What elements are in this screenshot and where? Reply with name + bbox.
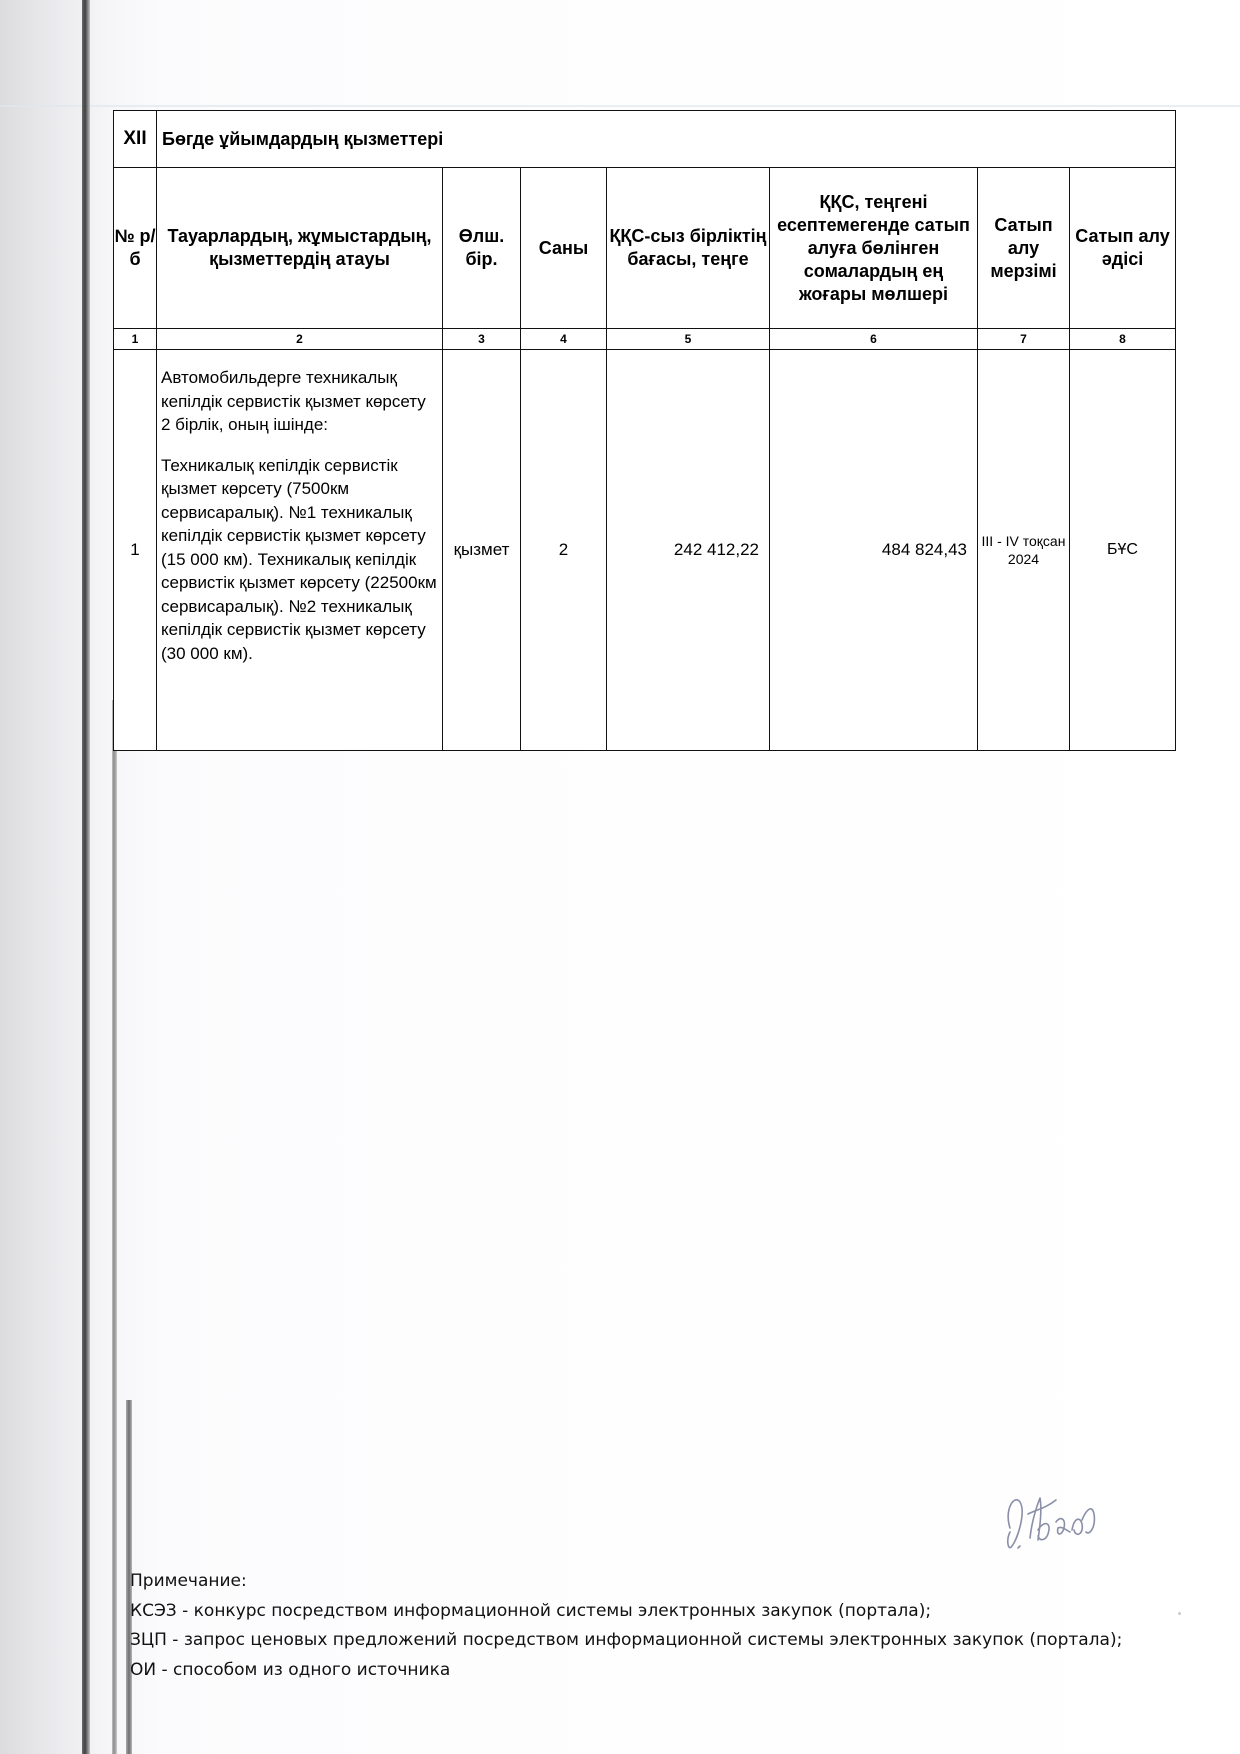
column-number: 7 [978, 329, 1070, 350]
scan-artifact-line [0, 105, 1240, 107]
column-number: 3 [443, 329, 521, 350]
header-cell: Саны [521, 168, 607, 329]
header-cell: № р/б [114, 168, 157, 329]
notes-heading: Примечание: [130, 1571, 247, 1591]
note-line: КСЭЗ - конкурс посредством информационной системы электронных закупок (портала); [130, 1600, 932, 1621]
column-number: 5 [607, 329, 770, 350]
note-line: ОИ - способом из одного источника [130, 1659, 451, 1680]
section-row [114, 111, 1176, 168]
table-row [114, 350, 1176, 751]
scan-speck [1178, 1612, 1181, 1615]
unit-of-measure: қызмет [443, 350, 521, 751]
column-number: 8 [1070, 329, 1176, 350]
row-number: 1 [114, 350, 157, 751]
header-row [114, 168, 1176, 329]
header-cell: Сатып алу мерзімі [978, 168, 1070, 329]
column-number: 4 [521, 329, 607, 350]
header-cell: ҚҚС, теңгені есептемегенде сатып алуға бөлінген сомалардың ең жоғары мөлшері [770, 168, 978, 329]
procurement-term: III - IV тоқсан 2024 [978, 350, 1070, 751]
column-number: 1 [114, 329, 157, 350]
item-name-details: Техникалық кепілдік сервистік қызмет көрсету (7500км сервисаралық). №1 техникалық кепілдік сервистік қызмет көрсету (15 000 км). Техникалық кепілдік сервистік қызмет көрсету (22500км сервисаралық). №2 техникалық кепілдік сервистік қызмет көрсету (30 000 км). [161, 455, 437, 663]
column-number-row [114, 329, 1176, 350]
item-name [157, 350, 443, 751]
total-amount: 484 824,43 [770, 350, 978, 751]
binder-edge-shadow [82, 0, 90, 1754]
quantity: 2 [521, 350, 607, 751]
section-title: Бөгде ұйымдардың қызметтері [157, 111, 1176, 168]
procurement-table [113, 110, 1176, 751]
column-number: 6 [770, 329, 978, 350]
note-line: ЗЦП - запрос ценовых предложений посредством информационной системы электронных закупок (портала); [130, 1630, 1123, 1650]
header-cell: ҚҚС-сыз бірліктің бағасы, теңге [607, 168, 770, 329]
header-cell: Тауарлардың, жұмыстардың, қызметтердің атауы [157, 168, 443, 329]
header-cell: Өлш. бір. [443, 168, 521, 329]
binder-edge-shadow-secondary [112, 700, 117, 1754]
column-number: 2 [157, 329, 443, 350]
item-name-intro: Автомобильдерге техникалық кепілдік сервистік қызмет көрсету 2 бірлік, оның ішінде: [161, 368, 426, 434]
notes-block [130, 1567, 1122, 1685]
handwritten-signature [1000, 1480, 1130, 1570]
procurement-method: БҰС [1070, 350, 1176, 751]
unit-price: 242 412,22 [607, 350, 770, 751]
section-number: XII [114, 111, 157, 168]
header-cell: Сатып алу әдісі [1070, 168, 1176, 329]
